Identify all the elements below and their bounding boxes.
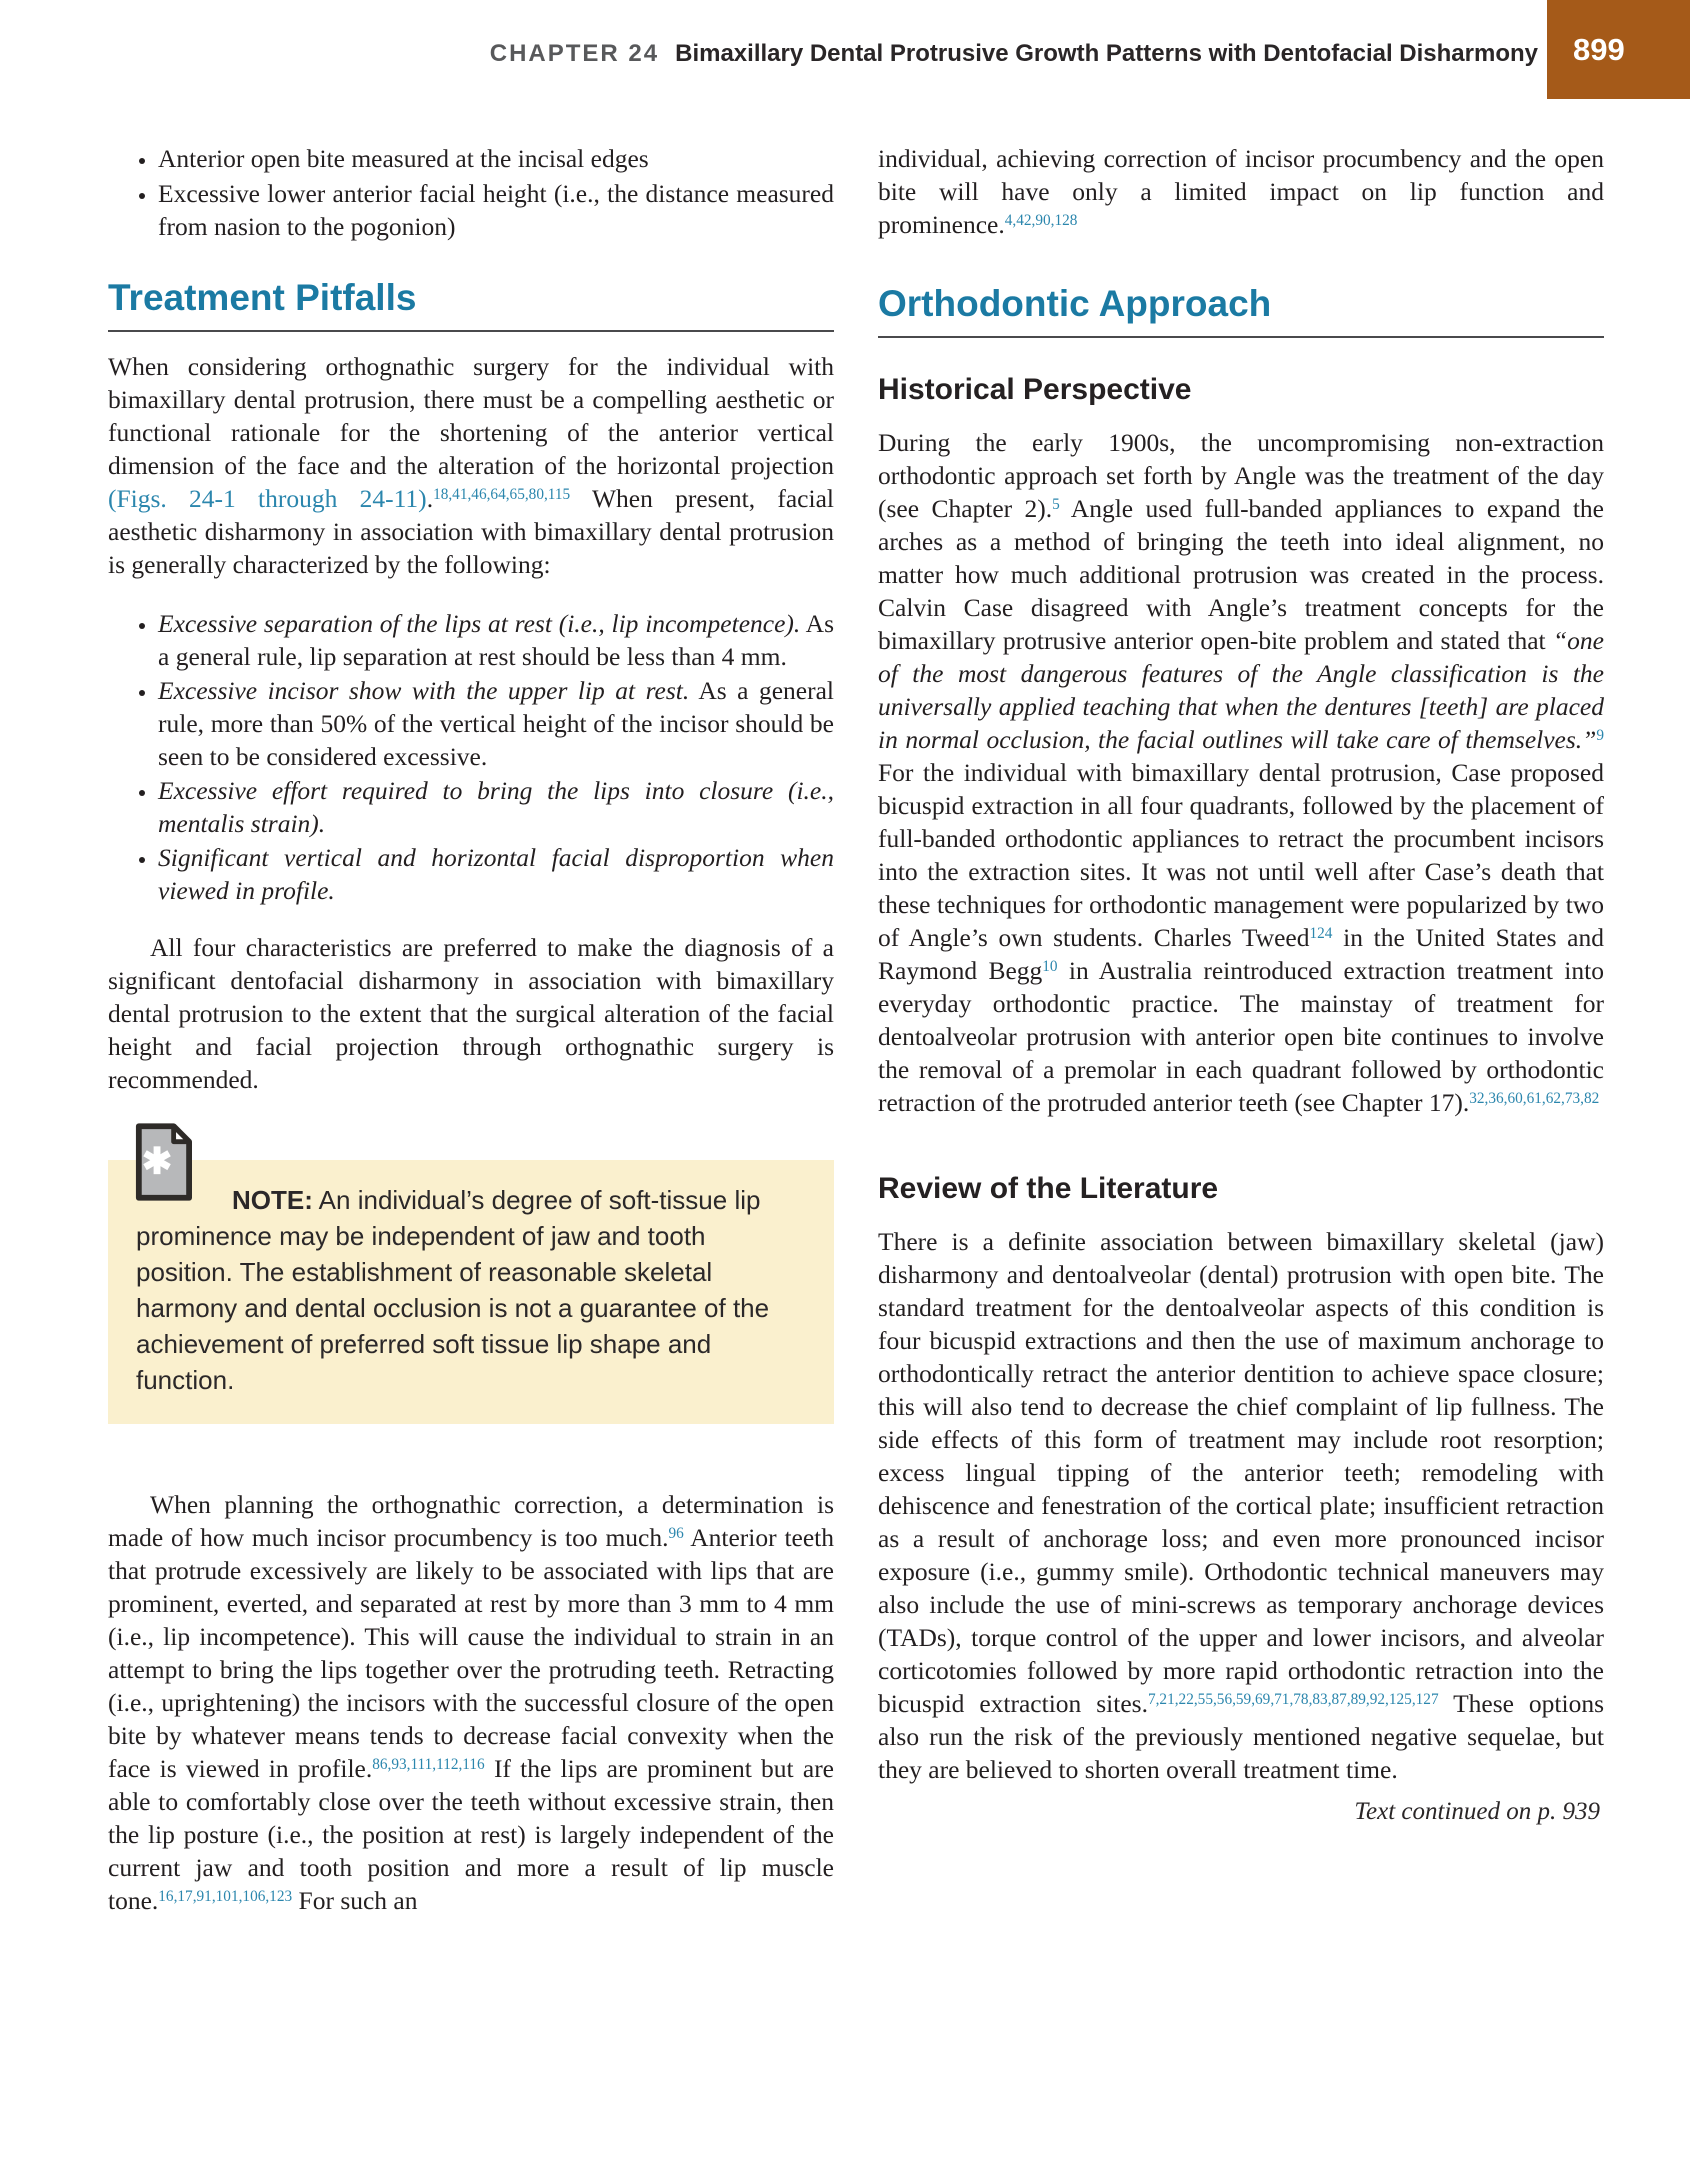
text-run: When present, facial aesthetic disharmony in association with bimaxillary dental protrusion is generally characterized by the following: <box>108 484 834 580</box>
citation-superscript[interactable]: 18,41,46,64,65,80,115 <box>433 486 571 504</box>
text-run: in Australia reintroduced extraction treatment into everyday orthodontic practice. The mainstay of treatment for dentoalveolar protrusion with anterior open bite continues to involve the removal of a premolar in each quadrant followed by orthodontic retraction of the protruded anterior teeth (see Chapter 17). <box>878 956 1604 1118</box>
text-run: These options also run the risk of the previously mentioned negative sequelae, but they are believed to shorten overall treatment time. <box>878 1689 1604 1785</box>
text-run: If the lips are prominent but are able to comfortably close over the teeth without excessive strain, then the lip posture (i.e., the position at rest) is largely independent of the current jaw and tooth position and more a result of lip muscle tone. <box>108 1754 834 1916</box>
text-run: Angle used full-banded appliances to expand the arches as a method of bringing the teeth into ideal alignment, no matter how much additional protrusion was created in the process. Calvin Case disagreed with Angle’s treatment concepts for the bimaxillary protrusive anterior open-bite problem and stated that <box>878 494 1604 656</box>
page-number: 899 <box>1573 32 1625 67</box>
note-label: NOTE: <box>232 1185 313 1216</box>
list-item <box>158 674 834 773</box>
text-run: When considering orthognathic surgery for the individual with bimaxillary dental protrusion, there must be a compelling aesthetic or functional rationale for the shortening of the anterior vertical dimension of the face and the alteration of the horizontal projection <box>108 352 834 481</box>
text-run: . <box>426 484 434 514</box>
note-page-icon <box>134 1123 192 1201</box>
citation-superscript[interactable]: 10 <box>1042 958 1058 976</box>
list-item: • Anterior open bite measured at the incisal edges <box>158 142 834 175</box>
text-run: in the United States and Raymond Begg <box>878 923 1604 986</box>
list-item <box>158 841 834 907</box>
figure-reference-link[interactable]: (Figs. 24-1 through 24-11) <box>108 484 427 514</box>
chapter-number-label: CHAPTER 24 <box>489 40 660 67</box>
heading-rule <box>878 336 1604 338</box>
right-column <box>878 142 1604 1826</box>
note-body: An individual’s degree of soft-tissue lip prominence may be independent of jaw and tooth position. The establishment of reasonable skeletal harmony and dental occlusion is not a guarantee of the achievement of preferred soft tissue lip shape and function. <box>136 1185 770 1396</box>
svg-text:✱: ✱ <box>141 1141 173 1183</box>
text-run: When planning the orthognathic correction, a determination is made of how much incisor procumbency is too much. <box>108 1490 834 1553</box>
text-run: There is a definite association between bimaxillary skeletal (jaw) disharmony and dentoalveolar (dental) protrusion with open bite. The standard treatment for the dentoalveolar aspects of this condition is four bicuspid extractions and then the use of maximum anchorage to orthodontically retract the anterior dentition to achieve space closure; this will also tend to decrease the chief complaint of lip fullness. The side effects of this form of treatment may include root resorption; excess lingual tipping of the anterior teeth; remodeling with dehiscence and fenestration of the cortical plate; insufficient retraction as a result of anchorage loss; and even more pronounced incisor exposure (i.e., gummy smile). Orthodontic technical maneuvers may also include the use of mini-screws as temporary anchorage devices (TADs), torque control of the upper and lower incisors, and alveolar corticotomies followed by more rapid orthodontic retraction into the bicuspid extraction sites. <box>878 1227 1604 1719</box>
text-run: As a general rule, more than 50% of the vertical height of the incisor should be seen to be considered excessive. <box>158 676 835 772</box>
text-run: Anterior teeth that protrude excessively are likely to be associated with lips that are prominent, everted, and separated at rest by more than 3 mm to 4 mm (i.e., lip incompetence). This will cause the individual to strain in an attempt to bring the lips together over the protruding teeth. Retracting (i.e., uprightening) the incisors with the successful closure of the open bite by whatever means tends to decrease facial convexity when the face is viewed in profile. <box>108 1523 834 1784</box>
paragraph <box>108 350 834 581</box>
paragraph <box>878 426 1604 1119</box>
text-continued-note: Text continued on p. 939 <box>1354 1798 1600 1826</box>
citation-superscript[interactable]: 5 <box>1052 496 1060 514</box>
list-item <box>158 774 834 840</box>
italic-text-run: Excessive incisor show with the upper lip at rest. <box>158 676 690 706</box>
left-column <box>108 142 834 1917</box>
italic-text-run: “one of the most dangerous features of the Angle classification is the universally applied teaching that when the dentures [teeth] are placed in normal occlusion, the facial outlines will take care of themselves.” <box>878 626 1604 755</box>
italic-text-run: Excessive separation of the lips at rest (i.e., lip incompetence). <box>158 609 801 639</box>
text-run: For the individual with bimaxillary dental protrusion, Case proposed bicuspid extraction in all four quadrants, followed by the placement of full-banded orthodontic appliances to retract the procumbent incisors into the extraction sites. It was not until well after Case’s death that these techniques for orthodontic management were popularized by two of Angle’s own students. Charles Tweed <box>878 758 1604 953</box>
citation-superscript[interactable]: 32,36,60,61,62,73,82 <box>1469 1090 1600 1108</box>
subheading-historical-perspective: Historical Perspective <box>878 373 1192 407</box>
paragraph <box>878 1225 1604 1786</box>
paragraph: All four characteristics are preferred to make the diagnosis of a significant dentofacial disharmony in association with bimaxillary dental protrusion to the extent that the surgical alteration of the facial height and facial projection through orthognathic surgery is recommended. <box>108 933 834 1095</box>
section-heading-orthodontic-approach: Orthodontic Approach <box>878 283 1272 324</box>
section-heading-treatment-pitfalls: Treatment Pitfalls <box>108 277 417 318</box>
list-item <box>158 607 834 673</box>
citation-superscript[interactable]: 96 <box>668 1525 684 1543</box>
note-box <box>108 1141 834 1424</box>
page-number-badge <box>1547 0 1690 99</box>
italic-text-run: Significant vertical and horizontal facial disproportion when viewed in profile. <box>158 843 834 906</box>
text-run: As a general rule, lip separation at rest should be less than 4 mm. <box>158 609 834 672</box>
measurement-bullet-list <box>108 142 834 243</box>
citation-superscript[interactable]: 7,21,22,55,56,59,69,71,78,83,87,89,92,125,127 <box>1147 1691 1439 1709</box>
italic-text-run: Excessive effort required to bring the lips into closure (i.e., mentalis strain). <box>158 776 834 839</box>
text-run: For such an <box>292 1886 418 1916</box>
note-text <box>136 1182 806 1398</box>
characteristics-bullet-list <box>108 607 834 907</box>
citation-superscript[interactable]: 9 <box>1596 727 1604 745</box>
citation-superscript[interactable]: 16,17,91,101,106,123 <box>158 1888 293 1906</box>
citation-superscript[interactable]: 4,42,90,128 <box>1004 211 1078 229</box>
list-item: • Excessive lower anterior facial height (i.e., the distance measured from nasion to the pogonion) <box>158 177 834 243</box>
text-run: During the early 1900s, the uncompromising non-extraction orthodontic approach set forth by Angle was the treatment of the day (see Chapter 2). <box>878 428 1604 524</box>
subheading-review-of-literature: Review of the Literature <box>878 1172 1219 1206</box>
citation-superscript[interactable]: 86,93,111,112,116 <box>372 1756 485 1774</box>
paragraph <box>108 1488 834 1917</box>
citation-superscript[interactable]: 124 <box>1309 925 1333 943</box>
text-run: individual, achieving correction of incisor procumbency and the open bite will have only a limited impact on lip function and prominence. <box>878 144 1604 239</box>
running-head <box>490 40 1538 68</box>
paragraph-continuation <box>878 142 1604 241</box>
chapter-title: Bimaxillary Dental Protrusive Growth Patterns with Dentofacial Disharmony <box>675 40 1538 67</box>
heading-rule <box>108 330 834 332</box>
